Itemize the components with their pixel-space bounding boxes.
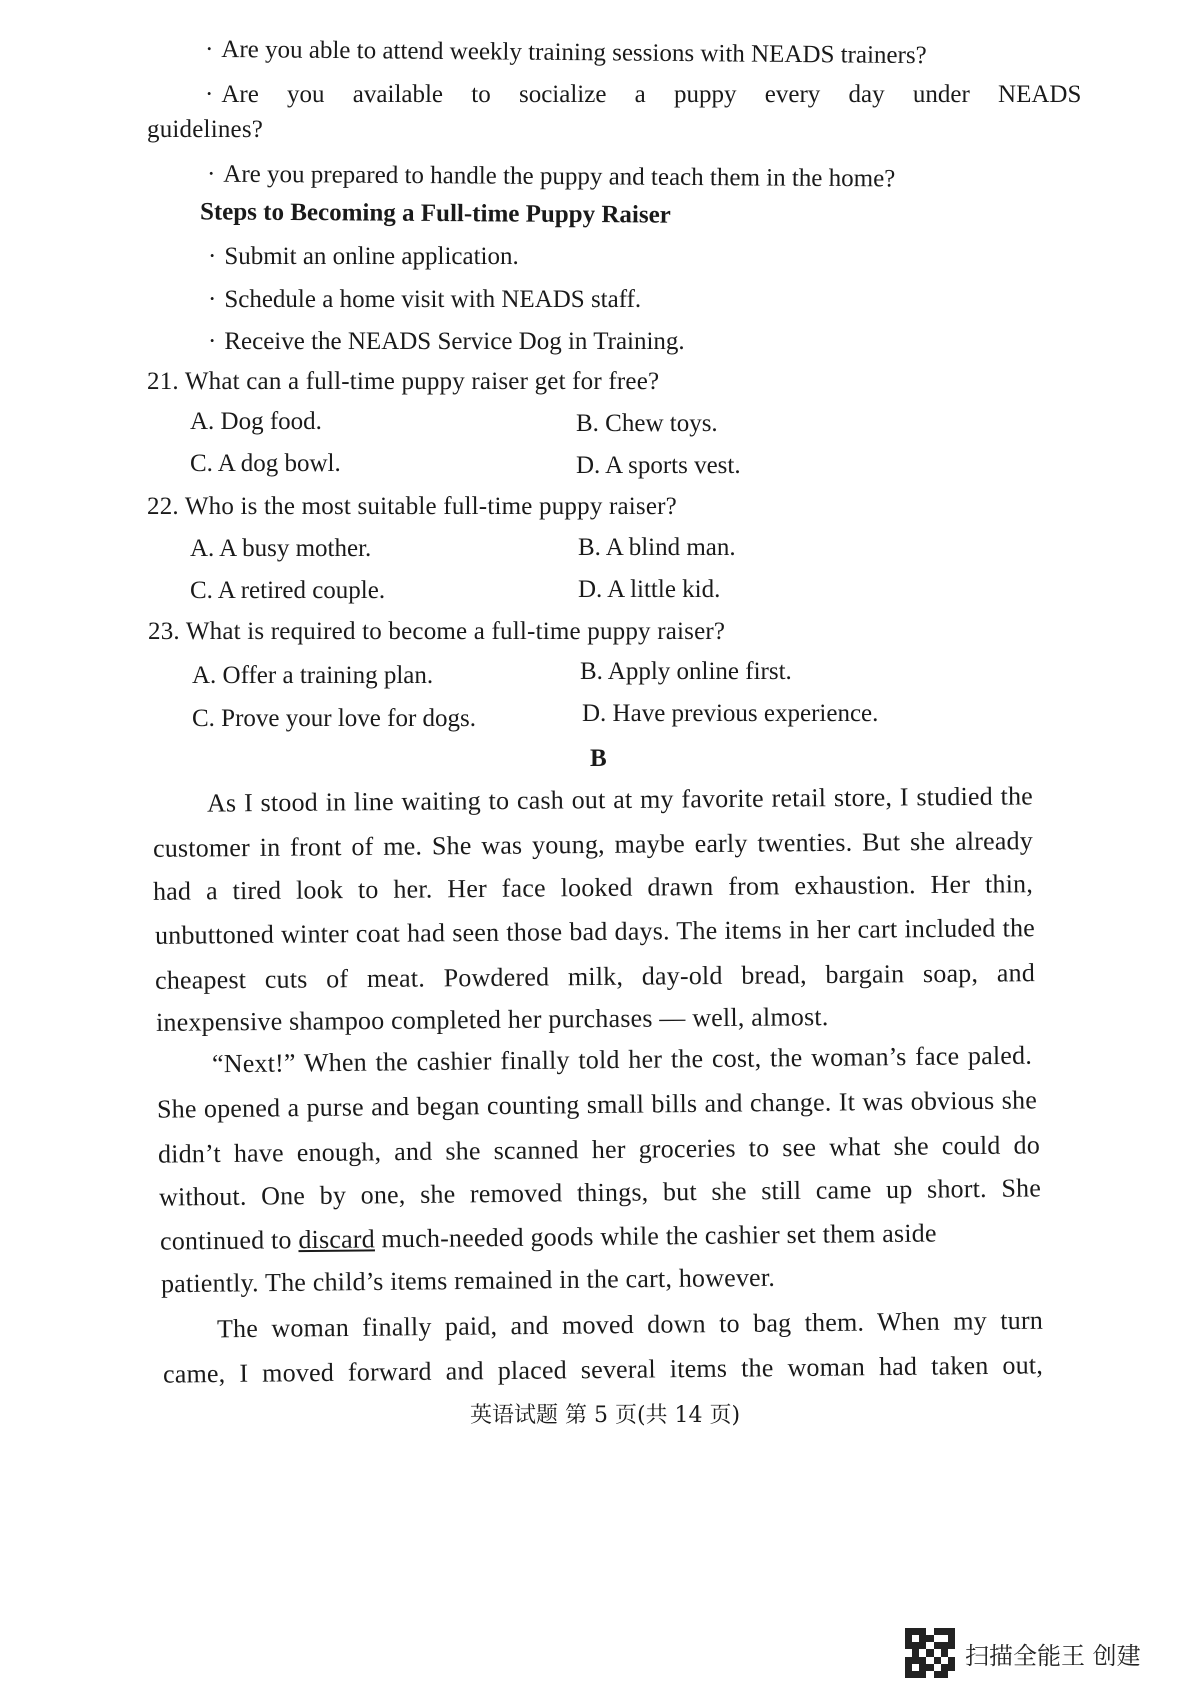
question-23-stem: 23. What is required to become a full-time puppy raiser?	[148, 618, 726, 645]
question-23-option-d: D. Have previous experience.	[582, 700, 879, 727]
qr-code-icon	[905, 1628, 955, 1678]
question-21-stem: 21. What can a full-time puppy raiser get for free?	[147, 368, 660, 395]
question-21-option-b: B. Chew toys.	[576, 410, 718, 437]
question-23-option-c: C. Prove your love for dogs.	[192, 705, 476, 732]
question-22-option-b: B. A blind man.	[578, 534, 736, 561]
passage-p1-line-4: unbuttoned winter coat had seen those bad days. The items in her cart included the	[154, 913, 1036, 950]
bullet-socialize: · Are you available to socialize a puppy every day under NEADS	[205, 81, 1082, 108]
page-footer: 英语试题 第 5 页(共 14 页)	[470, 1403, 741, 1428]
passage-p2-line-6: patiently. The child’s items remained in the cart, however.	[160, 1262, 776, 1299]
passage-p2-line-3: didn’t have enough, and she scanned her groceries to see what she could do	[157, 1130, 1041, 1169]
question-21-option-c: C. A dog bowl.	[190, 450, 341, 477]
question-22-option-a: A. A busy mother.	[190, 535, 372, 562]
bullet-weekly-training: · Are you able to attend weekly training sessions with NEADS trainers?	[204, 35, 927, 70]
passage-p2-line-2: She opened a purse and began counting small bills and change. It was obvious she	[156, 1085, 1038, 1124]
underlined-word-discard: discard	[298, 1224, 376, 1255]
step-item-home-visit: · Schedule a home visit with NEADS staff.	[208, 286, 642, 313]
bullet-prepared: · Are you prepared to handle the puppy and teach them in the home?	[206, 160, 896, 193]
question-23-option-a: A. Offer a training plan.	[192, 662, 434, 689]
passage-text: continued to discard much-needed goods while the cashier set them aside	[159, 1218, 937, 1256]
passage-p1-line-2: customer in front of me. She was young, maybe early twenties. But she already	[152, 826, 1034, 863]
passage-p3-line-1: The woman finally paid, and moved down to bag them. When my turn	[216, 1305, 1044, 1344]
passage-p2-line-1: “Next!” When the cashier finally told her the cost, the woman’s face paled.	[211, 1040, 1033, 1079]
step-item-receive: · Receive the NEADS Service Dog in Training.	[208, 328, 685, 355]
question-21-option-a: A. Dog food.	[190, 408, 322, 435]
question-22-option-d: D. A little kid.	[578, 576, 721, 603]
passage-p2-line-4: without. One by one, she removed things, but she still came up short. She	[158, 1173, 1042, 1212]
scanner-label: 扫描全能王 创建	[965, 1641, 1141, 1670]
passage-p2-line-5	[160, 1217, 1042, 1256]
step-item-application: · Submit an online application.	[208, 243, 519, 270]
passage-p3-line-2: came, I moved forward and placed several items the woman had taken out,	[162, 1350, 1044, 1389]
passage-p1-line-5: cheapest cuts of meat. Powdered milk, day-old bread, bargain soap, and	[154, 958, 1036, 995]
passage-p1-line-1: As I stood in line waiting to cash out at my favorite retail store, I studied the	[206, 781, 1034, 818]
section-b-heading: B	[590, 745, 607, 772]
question-21-option-d: D. A sports vest.	[576, 452, 741, 479]
bullet-socialize-cont: guidelines?	[147, 116, 264, 143]
scanner-watermark	[905, 1628, 1141, 1678]
question-22-stem: 22. Who is the most suitable full-time puppy raiser?	[147, 493, 677, 520]
passage-p1-line-6: inexpensive shampoo completed her purchases — well, almost.	[155, 1002, 829, 1037]
question-23-option-b: B. Apply online first.	[580, 658, 792, 685]
passage-p1-line-3: had a tired look to her. Her face looked drawn from exhaustion. Her thin,	[152, 869, 1034, 906]
question-22-option-c: C. A retired couple.	[190, 577, 386, 604]
steps-heading: Steps to Becoming a Full-time Puppy Raiser	[199, 198, 671, 229]
